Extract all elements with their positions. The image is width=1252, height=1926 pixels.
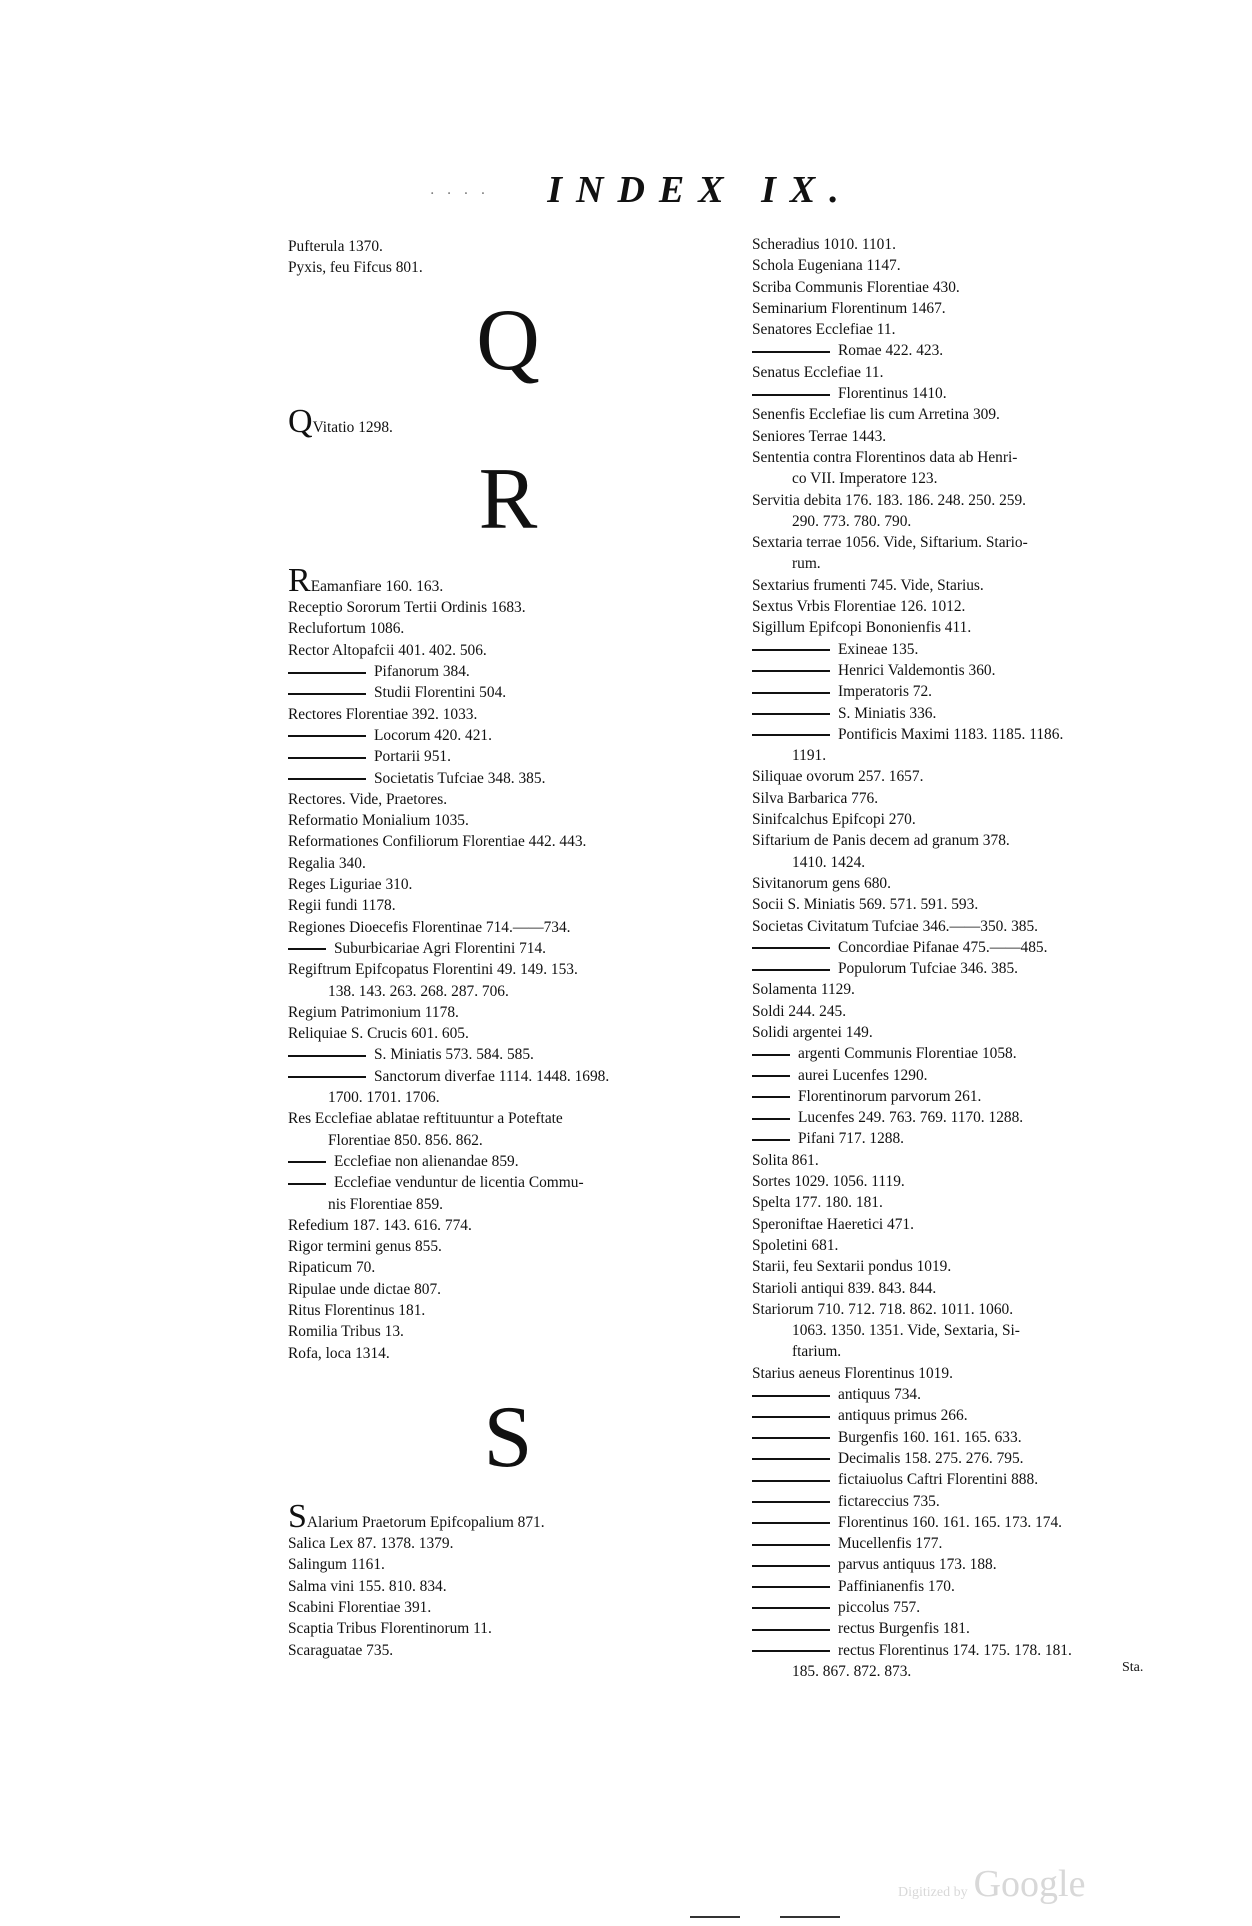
ditto-dash [288, 1183, 326, 1185]
ditto-dash [288, 693, 366, 695]
index-entry: Sextaria terrae 1056. Vide, Siftarium. Stario- [752, 534, 1028, 552]
title-ornament: · · · · [430, 186, 490, 202]
index-subentry: Ecclefiae venduntur de licentia Commu- [288, 1172, 728, 1193]
index-subentry: Locorum 420. 421. [288, 725, 728, 746]
index-subentry: Florentinorum parvorum 261. [752, 1086, 1202, 1107]
index-entry: Starius aeneus Florentinus 1019. [752, 1364, 953, 1382]
index-entry: Regiones Dioecefis Florentinae 714.——734. [288, 918, 571, 936]
ditto-dash [752, 1075, 790, 1077]
index-entry: Scabini Florentiae 391. [288, 1599, 432, 1617]
index-subentry: rectus Florentinus 174. 175. 178. 181. [752, 1640, 1202, 1661]
index-continuation: 185. 867. 872. 873. [792, 1662, 912, 1680]
ditto-dash [752, 670, 830, 672]
index-entry: Regii fundi 1178. [288, 897, 396, 915]
index-entry: Solita 861. [752, 1151, 819, 1169]
index-entry: Res Ecclefiae ablatae reftituuntur a Poteftate [288, 1110, 563, 1128]
ditto-dash [752, 1586, 830, 1588]
index-entry: Salingum 1161. [288, 1556, 385, 1574]
index-entry: Siftarium de Panis decem ad granum 378. [752, 832, 1010, 850]
index-subentry: Lucenfes 249. 763. 769. 1170. 1288. [752, 1107, 1202, 1128]
index-entry: Scriba Communis Florentiae 430. [752, 278, 960, 296]
index-entry: Seniores Terrae 1443. [752, 427, 887, 445]
index-entry: Schola Eugeniana 1147. [752, 257, 901, 275]
ditto-dash [752, 713, 830, 715]
index-entry: Scaptia Tribus Florentinorum 11. [288, 1620, 492, 1638]
index-entry: Reliquiae S. Crucis 601. 605. [288, 1025, 469, 1043]
ditto-dash [288, 1055, 366, 1057]
index-entry: Ritus Florentinus 181. [288, 1301, 426, 1319]
index-entry: Spoletini 681. [752, 1236, 839, 1254]
index-entry: QVitatio 1298. [288, 407, 728, 438]
index-subentry: Societatis Tufciae 348. 385. [288, 768, 728, 789]
ditto-dash [752, 1522, 830, 1524]
index-subentry: Mucellenfis 177. [752, 1533, 1202, 1554]
ditto-dash [752, 394, 830, 396]
index-entry: Rectores. Vide, Praetores. [288, 790, 448, 808]
index-entry: Sinifcalchus Epifcopi 270. [752, 811, 916, 829]
ditto-dash [288, 672, 366, 674]
index-subentry: Sanctorum diverfae 1114. 1448. 1698. [288, 1066, 728, 1087]
index-subentry: Ecclefiae non alienandae 859. [288, 1151, 728, 1172]
index-subentry: fictareccius 735. [752, 1491, 1202, 1512]
index-subentry: Concordiae Pifanae 475.——485. [752, 937, 1202, 958]
index-entry: Solidi argentei 149. [752, 1023, 873, 1041]
index-continuation: rum. [792, 555, 821, 573]
index-entry: Reformatio Monialium 1035. [288, 812, 469, 830]
index-entry: Spelta 177. 180. 181. [752, 1194, 883, 1212]
index-subentry: Decimalis 158. 275. 276. 795. [752, 1448, 1202, 1469]
index-entry: Rofa, loca 1314. [288, 1344, 390, 1362]
index-entry: Pyxis, feu Fifcus 801. [288, 259, 423, 277]
index-entry: Ripulae unde dictae 807. [288, 1280, 442, 1298]
index-subentry: antiquus primus 266. [752, 1405, 1202, 1426]
index-subentry: argenti Communis Florentiae 1058. [752, 1043, 1202, 1064]
index-entry: SAlarium Praetorum Epifcopalium 871. [288, 1502, 728, 1533]
index-entry: Reclufortum 1086. [288, 620, 405, 638]
index-subentry: Populorum Tufciae 346. 385. [752, 958, 1202, 979]
index-entry: Regiftrum Epifcopatus Florentini 49. 149. 153. [288, 961, 578, 979]
index-entry: Rigor termini genus 855. [288, 1238, 442, 1256]
ditto-dash [288, 1076, 366, 1078]
initial-capital: S [288, 1501, 307, 1534]
page-edge-mark [780, 1916, 840, 1918]
index-entry: Soldi 244. 245. [752, 1002, 847, 1020]
ditto-dash [288, 948, 326, 950]
index-subentry: antiquus 734. [752, 1384, 1202, 1405]
digitized-watermark: Digitized by Google [898, 1863, 1086, 1905]
index-entry: Sortes 1029. 1056. 1119. [752, 1173, 905, 1191]
index-entry: Servitia debita 176. 183. 186. 248. 250. 259. [752, 491, 1027, 509]
index-entry: Sigillum Epifcopi Bononienfis 411. [752, 619, 972, 637]
index-entry: REamanfiare 160. 163. [288, 566, 728, 597]
ditto-dash [752, 649, 830, 651]
index-entry: Senatores Ecclefiae 11. [752, 321, 896, 339]
index-subentry: Pifani 717. 1288. [752, 1128, 1202, 1149]
ditto-dash [752, 1118, 790, 1120]
index-entry: Senatus Ecclefiae 11. [752, 363, 884, 381]
section-letter-r: R [478, 450, 538, 548]
index-subentry: Paffinianenfis 170. [752, 1576, 1202, 1597]
index-entry: Reformationes Confiliorum Florentiae 442. 443. [288, 833, 587, 851]
index-entry: Romilia Tribus 13. [288, 1323, 404, 1341]
ditto-dash [752, 1650, 830, 1652]
index-subentry: Studii Florentini 504. [288, 682, 728, 703]
index-entry: Socii S. Miniatis 569. 571. 591. 593. [752, 896, 979, 914]
index-entry: Receptio Sororum Tertii Ordinis 1683. [288, 599, 526, 617]
index-entry: Sivitanorum gens 680. [752, 874, 891, 892]
ditto-dash [752, 1544, 830, 1546]
index-subentry: Florentinus 160. 161. 165. 173. 174. [752, 1512, 1202, 1533]
index-subentry: Portarii 951. [288, 746, 728, 767]
catchword-signature: Sta. [1122, 1660, 1144, 1675]
index-continuation: co VII. Imperatore 123. [792, 470, 938, 488]
ditto-dash [288, 735, 366, 737]
index-entry: Sententia contra Florentinos data ab Henri- [752, 448, 1018, 466]
index-continuation: 1410. 1424. [792, 853, 866, 871]
ditto-dash [752, 1416, 830, 1418]
ditto-dash [752, 1437, 830, 1439]
index-entry: Siliquae ovorum 257. 1657. [752, 768, 924, 786]
index-entry: Salica Lex 87. 1378. 1379. [288, 1535, 454, 1553]
index-continuation: 138. 143. 263. 268. 287. 706. [328, 982, 509, 1000]
index-subentry: Imperatoris 72. [752, 681, 1202, 702]
index-subentry: Pontificis Maximi 1183. 1185. 1186. [752, 724, 1202, 745]
ditto-dash [752, 1629, 830, 1631]
ditto-dash [288, 778, 366, 780]
index-continuation: Florentiae 850. 856. 862. [328, 1131, 483, 1149]
index-entry: Stariorum 710. 712. 718. 862. 1011. 1060. [752, 1300, 1014, 1318]
index-entry: Salma vini 155. 810. 834. [288, 1577, 447, 1595]
index-entry: Sextus Vrbis Florentiae 126. 1012. [752, 598, 966, 616]
ditto-dash [752, 1139, 790, 1141]
index-continuation: nis Florentiae 859. [328, 1195, 443, 1213]
index-continuation: 1700. 1701. 1706. [328, 1089, 440, 1107]
index-entry: Starioli antiqui 839. 843. 844. [752, 1279, 937, 1297]
index-entry: Ripaticum 70. [288, 1259, 376, 1277]
index-subentry: aurei Lucenfes 1290. [752, 1065, 1202, 1086]
ditto-dash [288, 1161, 326, 1163]
index-entry: Silva Barbarica 776. [752, 789, 879, 807]
index-entry: Speroniftae Haeretici 471. [752, 1215, 914, 1233]
index-subentry: Pifanorum 384. [288, 661, 728, 682]
ditto-dash [752, 1607, 830, 1609]
ditto-dash [288, 757, 366, 759]
index-continuation: 290. 773. 780. 790. [792, 512, 912, 530]
ditto-dash [752, 1458, 830, 1460]
section-letter-s: S [483, 1388, 533, 1486]
index-subentry: Henrici Valdemontis 360. [752, 660, 1202, 681]
ditto-dash [752, 692, 830, 694]
ditto-dash [752, 1096, 790, 1098]
index-entry: Sextarius frumenti 745. Vide, Starius. [752, 576, 984, 594]
index-subentry: Exineae 135. [752, 639, 1202, 660]
index-subentry: rectus Burgenfis 181. [752, 1618, 1202, 1639]
index-entry: Scaraguatae 735. [288, 1641, 394, 1659]
index-entry: Regalia 340. [288, 854, 366, 872]
index-continuation: ftarium. [792, 1343, 842, 1361]
index-entry: Societas Civitatum Tufciae 346.——350. 385. [752, 917, 1038, 935]
index-entry: Pufterula 1370. [288, 238, 383, 255]
page-edge-mark [690, 1916, 740, 1918]
left-column [288, 236, 728, 1661]
index-subentry: fictaiuolus Caftri Florentini 888. [752, 1469, 1202, 1490]
index-entry: Starii, feu Sextarii pondus 1019. [752, 1258, 952, 1276]
ditto-dash [752, 1565, 830, 1567]
index-entry: Regium Patrimonium 1178. [288, 1003, 459, 1021]
ditto-dash [752, 734, 830, 736]
index-entry: Senenfis Ecclefiae lis cum Arretina 309. [752, 406, 1000, 424]
index-subentry: S. Miniatis 336. [752, 703, 1202, 724]
right-column [752, 234, 1202, 1682]
index-entry: Rector Altopafcii 401. 402. 506. [288, 641, 487, 659]
ditto-dash [752, 1480, 830, 1482]
ditto-dash [752, 351, 830, 353]
index-entry: Seminarium Florentinum 1467. [752, 299, 946, 317]
initial-capital: R [288, 565, 311, 598]
index-continuation: 1063. 1350. 1351. Vide, Sextaria, Si- [792, 1322, 1020, 1340]
index-entry: Refedium 187. 143. 616. 774. [288, 1216, 472, 1234]
section-letter-q: Q [476, 291, 540, 389]
ditto-dash [752, 1054, 790, 1056]
index-entry: Reges Liguriae 310. [288, 876, 413, 894]
index-subentry: parvus antiquus 173. 188. [752, 1554, 1202, 1575]
index-entry: Scheradius 1010. 1101. [752, 236, 896, 253]
index-subentry: Burgenfis 160. 161. 165. 633. [752, 1427, 1202, 1448]
index-continuation: 1191. [792, 747, 827, 765]
index-subentry: Romae 422. 423. [752, 340, 1202, 361]
initial-capital: Q [288, 406, 313, 438]
page-title: INDEX IX. [547, 169, 853, 211]
ditto-dash [752, 1395, 830, 1397]
index-subentry: piccolus 757. [752, 1597, 1202, 1618]
index-entry: Rectores Florentiae 392. 1033. [288, 705, 478, 723]
ditto-dash [752, 969, 830, 971]
index-subentry: Suburbicariae Agri Florentini 714. [288, 938, 728, 959]
index-subentry: S. Miniatis 573. 584. 585. [288, 1044, 728, 1065]
ditto-dash [752, 1501, 830, 1503]
index-subentry: Florentinus 1410. [752, 383, 1202, 404]
index-entry: Solamenta 1129. [752, 981, 855, 999]
ditto-dash [752, 947, 830, 949]
